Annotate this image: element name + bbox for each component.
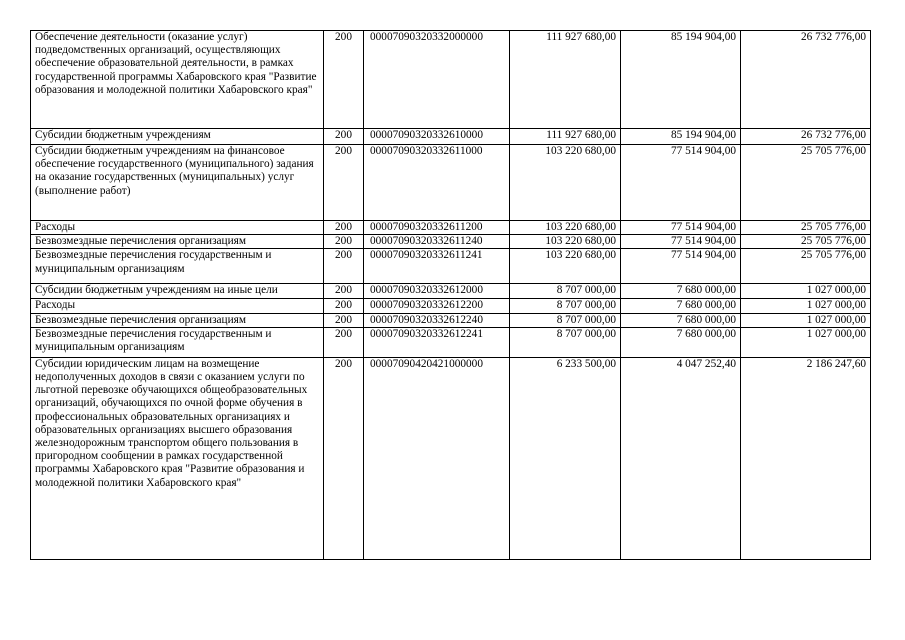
budget-execution-table: [30, 30, 871, 560]
row-remainder-cell: 1 027 000,00: [741, 327, 871, 357]
row-name-cell: Безвозмездные перечисления организациям: [31, 313, 324, 327]
table-row: [31, 145, 871, 221]
row-plan-cell: 103 220 680,00: [510, 221, 621, 235]
row-executed-cell: 77 514 904,00: [621, 235, 741, 249]
row-name-cell: Субсидии бюджетным учреждениям на финансовое обеспечение государственного (муниципального) задания на оказание государственных (муниципальных) услуг (выполнение работ): [31, 145, 324, 221]
row-executed-cell: 77 514 904,00: [621, 249, 741, 284]
row-plan-cell: 8 707 000,00: [510, 327, 621, 357]
table-row: [31, 221, 871, 235]
row-executed-cell: 77 514 904,00: [621, 145, 741, 221]
row-remainder-cell: 1 027 000,00: [741, 299, 871, 313]
row-remainder-cell: 26 732 776,00: [741, 31, 871, 129]
row-kbk-cell: 00007090320332612240: [364, 313, 510, 327]
row-name-cell: Безвозмездные перечисления организациям: [31, 235, 324, 249]
row-code-cell: 200: [324, 313, 364, 327]
row-remainder-cell: 1 027 000,00: [741, 284, 871, 299]
row-remainder-cell: 25 705 776,00: [741, 145, 871, 221]
row-plan-cell: 8 707 000,00: [510, 284, 621, 299]
row-executed-cell: 77 514 904,00: [621, 221, 741, 235]
row-remainder-cell: 25 705 776,00: [741, 235, 871, 249]
row-plan-cell: 8 707 000,00: [510, 299, 621, 313]
row-executed-cell: 4 047 252,40: [621, 357, 741, 559]
row-kbk-cell: 00007090320332612000: [364, 284, 510, 299]
row-code-cell: 200: [324, 357, 364, 559]
row-executed-cell: 7 680 000,00: [621, 327, 741, 357]
row-kbk-cell: 00007090320332611241: [364, 249, 510, 284]
row-executed-cell: 7 680 000,00: [621, 284, 741, 299]
row-plan-cell: 103 220 680,00: [510, 235, 621, 249]
row-remainder-cell: 2 186 247,60: [741, 357, 871, 559]
table-body: [31, 31, 871, 560]
row-plan-cell: 103 220 680,00: [510, 145, 621, 221]
row-kbk-cell: 00007090420421000000: [364, 357, 510, 559]
row-kbk-cell: 00007090320332612200: [364, 299, 510, 313]
row-plan-cell: 6 233 500,00: [510, 357, 621, 559]
row-name-cell: Субсидии бюджетным учреждениям: [31, 129, 324, 145]
row-kbk-cell: 00007090320332610000: [364, 129, 510, 145]
row-remainder-cell: 25 705 776,00: [741, 249, 871, 284]
row-executed-cell: 85 194 904,00: [621, 129, 741, 145]
row-code-cell: 200: [324, 221, 364, 235]
table-row: [31, 235, 871, 249]
row-kbk-cell: 00007090320332611240: [364, 235, 510, 249]
row-remainder-cell: 25 705 776,00: [741, 221, 871, 235]
row-code-cell: 200: [324, 129, 364, 145]
row-plan-cell: 111 927 680,00: [510, 31, 621, 129]
row-executed-cell: 7 680 000,00: [621, 313, 741, 327]
row-code-cell: 200: [324, 327, 364, 357]
table-row: [31, 249, 871, 284]
row-name-cell: Безвозмездные перечисления государственным и муниципальным организациям: [31, 327, 324, 357]
table-row: [31, 299, 871, 313]
table-row: [31, 313, 871, 327]
row-name-cell: Субсидии юридическим лицам на возмещение недополученных доходов в связи с оказанием услуги по льготной перевозке обучающихся общеобразовательных организаций, обучающихся по очной форме обучения в профессиональных образовательных организациях и образовательных организациях высшего образования железнодорожным транспортом общего пользования в пригородном сообщении в рамках государственной программы Хабаровского края "Развитие образования и молодежной политики Хабаровского края": [31, 357, 324, 559]
row-kbk-cell: 00007090320332000000: [364, 31, 510, 129]
row-kbk-cell: 00007090320332611200: [364, 221, 510, 235]
row-remainder-cell: 26 732 776,00: [741, 129, 871, 145]
row-name-cell: Безвозмездные перечисления государственным и муниципальным организациям: [31, 249, 324, 284]
row-code-cell: 200: [324, 249, 364, 284]
table-row: [31, 327, 871, 357]
row-plan-cell: 103 220 680,00: [510, 249, 621, 284]
row-code-cell: 200: [324, 145, 364, 221]
row-name-cell: Субсидии бюджетным учреждениям на иные цели: [31, 284, 324, 299]
row-plan-cell: 8 707 000,00: [510, 313, 621, 327]
row-kbk-cell: 00007090320332611000: [364, 145, 510, 221]
row-name-cell: Обеспечение деятельности (оказание услуг) подведомственных организаций, осуществляющих обеспечение образовательной деятельности, в рамках государственной программы Хабаровского края "Развитие образования и молодежной политики Хабаровского края": [31, 31, 324, 129]
row-name-cell: Расходы: [31, 221, 324, 235]
row-code-cell: 200: [324, 284, 364, 299]
table-row: [31, 31, 871, 129]
row-name-cell: Расходы: [31, 299, 324, 313]
row-code-cell: 200: [324, 299, 364, 313]
table-row: [31, 357, 871, 559]
row-remainder-cell: 1 027 000,00: [741, 313, 871, 327]
row-plan-cell: 111 927 680,00: [510, 129, 621, 145]
row-kbk-cell: 00007090320332612241: [364, 327, 510, 357]
row-executed-cell: 7 680 000,00: [621, 299, 741, 313]
row-code-cell: 200: [324, 235, 364, 249]
table-row: [31, 284, 871, 299]
row-executed-cell: 85 194 904,00: [621, 31, 741, 129]
row-code-cell: 200: [324, 31, 364, 129]
table-row: [31, 129, 871, 145]
